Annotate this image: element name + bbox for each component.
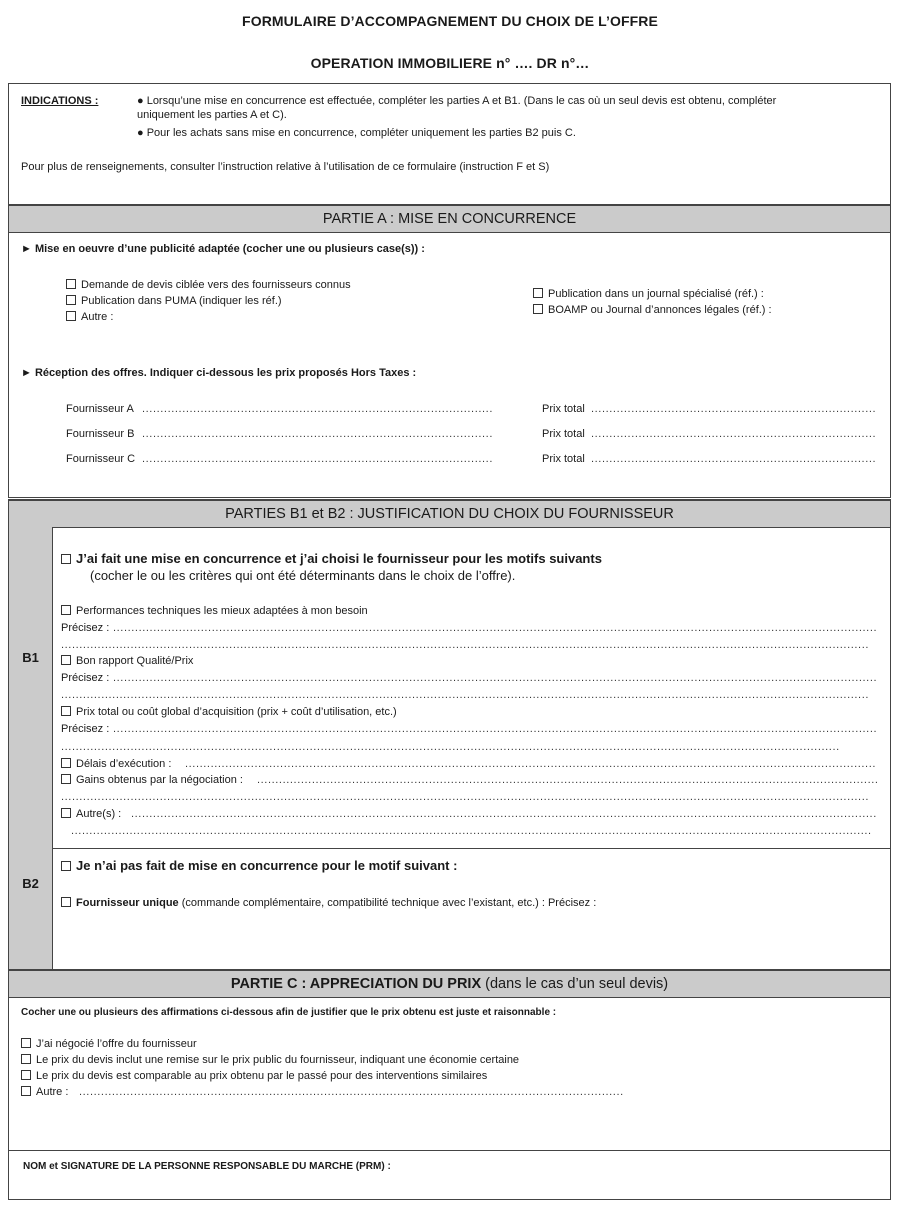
checkbox-icon[interactable] xyxy=(61,774,71,784)
partie-c-title: PARTIE C : APPRECIATION DU PRIX xyxy=(230,976,482,992)
criterion-qualite-prix[interactable]: Bon rapport Qualité/Prix xyxy=(61,654,193,668)
precisez-field-1[interactable] xyxy=(113,621,877,635)
parties-b-section xyxy=(8,499,891,970)
checkbox-icon[interactable] xyxy=(21,1054,31,1064)
b2-heading[interactable]: Je n’ai pas fait de mise en concurrence pour le motif suivant : xyxy=(61,859,457,873)
criterion-prix-total[interactable]: Prix total ou coût global d’acquisition (prix + coût d’utilisation, etc.) xyxy=(61,705,397,719)
partie-a-section xyxy=(8,204,891,498)
partie-c-title-rest: (dans le cas d’un seul devis) xyxy=(481,976,669,992)
precisez-field-2b[interactable] xyxy=(61,688,869,702)
signature-section xyxy=(8,1150,891,1200)
parties-b-title: PARTIES B1 et B2 : JUSTIFICATION DU CHOIX DU FOURNISSEUR xyxy=(225,506,674,522)
reception-heading: ► Réception des offres. Indiquer ci-dessous les prix proposés Hors Taxes : xyxy=(21,367,417,379)
more-info-text: Pour plus de renseignements, consulter l’instruction relative à l’utilisation de ce formulaire (instruction F et S) xyxy=(21,161,550,173)
gains-field[interactable] xyxy=(257,773,877,787)
prix-a-label: Prix total xyxy=(542,403,585,415)
b1-subheading: (cocher le ou les critères qui ont été déterminants dans le choix de l’offre). xyxy=(90,568,516,583)
option-journal-specialise[interactable]: Publication dans un journal spécialisé (réf.) : xyxy=(533,287,764,301)
option-puma[interactable]: Publication dans PUMA (indiquer les réf.) xyxy=(66,294,282,308)
criterion-delais[interactable]: Délais d’exécution : xyxy=(61,757,171,771)
indication-bullet-2: ● Pour les achats sans mise en concurrence, compléter uniquement les parties B2 puis C. xyxy=(137,127,576,139)
partie-a-title: PARTIE A : MISE EN CONCURRENCE xyxy=(322,211,577,227)
partie-a-header xyxy=(9,205,890,233)
checkbox-icon[interactable] xyxy=(61,706,71,716)
checkbox-icon[interactable] xyxy=(66,311,76,321)
prix-c-label: Prix total xyxy=(542,453,585,465)
partie-c-section xyxy=(8,969,891,1151)
publicite-heading: ► Mise en oeuvre d’une publicité adaptée (cocher une ou plusieurs case(s)) : xyxy=(21,243,425,255)
b1-b2-divider xyxy=(9,848,890,849)
checkbox-icon[interactable] xyxy=(21,1038,31,1048)
delais-field[interactable] xyxy=(185,757,877,771)
form-title: FORMULAIRE D’ACCOMPAGNEMENT DU CHOIX DE L’OFFRE xyxy=(242,13,658,29)
prix-b-label: Prix total xyxy=(542,428,585,440)
checkbox-icon[interactable] xyxy=(66,295,76,305)
checkbox-icon[interactable] xyxy=(21,1070,31,1080)
indications-section xyxy=(8,83,891,205)
partie-c-intro: Cocher une ou plusieurs des affirmations ci-dessous afin de justifier que le prix obtenu est juste et raisonnable : xyxy=(21,1007,557,1018)
signature-label: NOM et SIGNATURE DE LA PERSONNE RESPONSABLE DU MARCHE (PRM) : xyxy=(23,1161,391,1172)
precisez-field-2[interactable] xyxy=(113,671,877,685)
checkbox-icon[interactable] xyxy=(66,279,76,289)
b1-label: B1 xyxy=(9,527,53,848)
checkbox-icon[interactable] xyxy=(61,897,71,907)
b2-label: B2 xyxy=(9,848,53,970)
indication-bullet-1: ● Lorsqu’une mise en concurrence est effectuée, compléter les parties A et B1. (Dans le cas où un seul devis est obtenu, compléter xyxy=(137,95,777,107)
option-autre-c[interactable]: Autre : xyxy=(21,1085,68,1099)
checkbox-icon[interactable] xyxy=(533,304,543,314)
prix-b-field[interactable] xyxy=(591,427,877,441)
checkbox-icon[interactable] xyxy=(61,861,71,871)
b1-heading[interactable]: J’ai fait une mise en concurrence et j’ai choisi le fournisseur pour les motifs suivants xyxy=(61,552,602,566)
operation-subtitle: OPERATION IMMOBILIERE n° …. DR n°… xyxy=(310,55,590,71)
option-demande-devis[interactable]: Demande de devis ciblée vers des fournisseurs connus xyxy=(66,278,351,292)
gains-field-b[interactable] xyxy=(61,790,869,804)
fournisseur-b-label: Fournisseur B xyxy=(66,428,135,440)
autres-field-b[interactable] xyxy=(71,824,871,838)
fournisseur-c-field[interactable] xyxy=(142,452,492,466)
indications-label: INDICATIONS : xyxy=(21,95,99,107)
precisez-field-1b[interactable] xyxy=(61,638,869,652)
prix-a-field[interactable] xyxy=(591,402,877,416)
option-comparable[interactable]: Le prix du devis est comparable au prix obtenu par le passé pour des interventions similaires xyxy=(21,1069,487,1083)
checkbox-icon[interactable] xyxy=(61,808,71,818)
criterion-performances[interactable]: Performances techniques les mieux adaptées à mon besoin xyxy=(61,604,368,618)
option-autre[interactable]: Autre : xyxy=(66,310,113,324)
criterion-gains[interactable]: Gains obtenus par la négociation : xyxy=(61,773,243,787)
fournisseur-a-label: Fournisseur A xyxy=(66,403,134,415)
prix-c-field[interactable] xyxy=(591,452,877,466)
option-boamp[interactable]: BOAMP ou Journal d’annonces légales (réf.) : xyxy=(533,303,772,317)
option-negocie[interactable]: J’ai négocié l’offre du fournisseur xyxy=(21,1037,197,1051)
checkbox-icon[interactable] xyxy=(61,605,71,615)
autre-c-field[interactable] xyxy=(79,1085,624,1099)
fournisseur-c-label: Fournisseur C xyxy=(66,453,136,465)
precisez-label: Précisez : xyxy=(61,622,110,634)
indication-bullet-1-cont: uniquement les parties A et C). xyxy=(137,109,287,121)
precisez-field-3b[interactable] xyxy=(61,740,839,754)
b2-option-fournisseur-unique[interactable]: Fournisseur unique (commande complémentaire, compatibilité technique avec l’existant, etc.) : Précisez : xyxy=(61,896,596,910)
checkbox-icon[interactable] xyxy=(61,655,71,665)
checkbox-icon[interactable] xyxy=(61,554,71,564)
precisez-field-3[interactable] xyxy=(113,722,877,736)
option-remise[interactable]: Le prix du devis inclut une remise sur le prix public du fournisseur, indiquant une économie certaine xyxy=(21,1053,519,1067)
fournisseur-a-field[interactable] xyxy=(142,402,492,416)
fournisseur-b-field[interactable] xyxy=(142,427,492,441)
checkbox-icon[interactable] xyxy=(21,1086,31,1096)
checkbox-icon[interactable] xyxy=(61,758,71,768)
precisez-label: Précisez : xyxy=(61,672,110,684)
partie-c-header xyxy=(9,970,890,998)
autres-field[interactable] xyxy=(131,807,877,821)
precisez-label: Précisez : xyxy=(61,723,110,735)
checkbox-icon[interactable] xyxy=(533,288,543,298)
criterion-autres[interactable]: Autre(s) : xyxy=(61,807,121,821)
parties-b-header xyxy=(9,500,890,528)
